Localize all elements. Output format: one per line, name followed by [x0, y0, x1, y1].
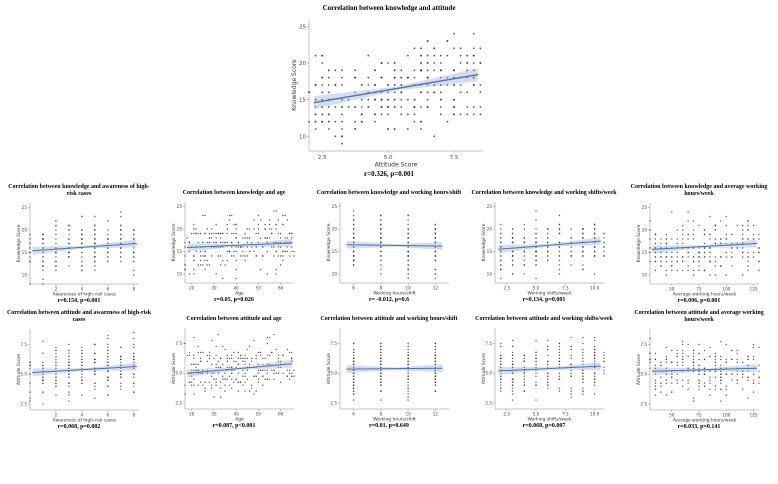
svg-text:20: 20: [641, 227, 647, 233]
svg-text:25: 25: [486, 204, 492, 210]
svg-text:25: 25: [176, 204, 182, 210]
svg-text:Attitude Score: Attitude Score: [17, 353, 22, 385]
svg-text:7.5: 7.5: [485, 340, 492, 346]
correlation-stats: r=0.326, p=0.001: [364, 170, 414, 179]
svg-text:60: 60: [277, 411, 284, 417]
svg-text:7.5: 7.5: [20, 341, 27, 347]
svg-text:Awareness of high-risk cases: Awareness of high-risk cases: [52, 418, 117, 423]
svg-text:Knowledge Score: Knowledge Score: [291, 59, 298, 111]
svg-text:Average working hours/week: Average working hours/week: [672, 292, 737, 297]
svg-text:2.5: 2.5: [330, 400, 337, 406]
chart-title: Correlation between attitude and working hours/shift: [320, 315, 458, 322]
svg-text:5.0: 5.0: [485, 370, 492, 376]
correlation-stats: r=0.05, p=0.026: [214, 297, 254, 304]
svg-text:Attitude Score: Attitude Score: [327, 352, 332, 384]
svg-text:4: 4: [80, 412, 84, 418]
svg-text:40: 40: [233, 411, 239, 417]
svg-text:20: 20: [21, 227, 27, 233]
svg-text:2.5: 2.5: [317, 155, 327, 162]
svg-text:6: 6: [352, 285, 355, 291]
svg-text:5.0: 5.0: [175, 370, 182, 376]
svg-text:20: 20: [189, 285, 195, 291]
svg-text:Attitude Score: Attitude Score: [637, 353, 642, 385]
svg-text:6: 6: [352, 411, 355, 417]
row-main: [0, 0, 778, 178]
svg-text:Attitude Score: Attitude Score: [482, 352, 487, 384]
chart-title: Correlation between attitude and awareness of high-risk cases: [6, 309, 152, 323]
svg-text:50: 50: [255, 411, 262, 417]
svg-text:5.0: 5.0: [532, 285, 540, 291]
scatter-plot: [480, 324, 608, 422]
svg-text:75: 75: [696, 286, 702, 292]
svg-text:15: 15: [331, 249, 337, 255]
chart-title: Correlation between attitude and average working hours/week: [634, 309, 764, 323]
svg-text:5.0: 5.0: [383, 155, 393, 162]
scatter-plot: [170, 324, 298, 422]
chart-attitude-hours-shift: [312, 308, 466, 430]
svg-text:Age: Age: [235, 291, 244, 297]
svg-text:10: 10: [176, 271, 182, 277]
correlation-stats: r=0.134, p=0.001: [522, 297, 566, 304]
svg-text:2.5: 2.5: [503, 285, 511, 291]
chart-knowledge-attitude: [239, 0, 539, 178]
scatter-plot: [15, 199, 143, 297]
chart-knowledge-avg-hours-week: [622, 182, 776, 304]
svg-text:Knowledge Score: Knowledge Score: [172, 223, 177, 262]
chart-knowledge-hours-shift: [312, 182, 466, 304]
svg-text:25: 25: [641, 204, 647, 210]
svg-text:Attitude Score: Attitude Score: [374, 161, 418, 169]
svg-text:20: 20: [299, 60, 306, 67]
chart-title: Correlation between attitude and age: [186, 315, 282, 322]
svg-text:8: 8: [132, 286, 136, 292]
chart-title: Correlation between knowledge and age: [182, 190, 286, 197]
correlation-stats: r=0.068, p=0.002: [57, 423, 101, 430]
svg-text:2.5: 2.5: [175, 400, 182, 406]
chart-knowledge-awareness: [2, 182, 156, 304]
chart-knowledge-age: [157, 182, 311, 304]
correlation-stats: r=0.154, p=0.001: [57, 297, 101, 304]
chart-attitude-awareness: [2, 308, 156, 430]
svg-text:10: 10: [21, 272, 27, 278]
svg-text:5.0: 5.0: [330, 370, 337, 376]
svg-text:20: 20: [189, 411, 195, 417]
svg-text:2.5: 2.5: [640, 401, 647, 407]
svg-text:12: 12: [432, 411, 439, 417]
svg-text:7.5: 7.5: [561, 411, 569, 417]
svg-text:30: 30: [211, 411, 217, 417]
row-knowledge: [0, 182, 778, 304]
svg-text:10: 10: [486, 271, 492, 277]
scatter-plot: [635, 325, 763, 423]
svg-text:7.5: 7.5: [330, 340, 337, 346]
svg-text:Knowledge Score: Knowledge Score: [637, 224, 642, 263]
svg-text:10: 10: [405, 285, 411, 291]
svg-text:12: 12: [432, 285, 439, 291]
svg-text:8: 8: [379, 411, 383, 417]
svg-text:125: 125: [749, 412, 758, 418]
svg-text:2.5: 2.5: [485, 400, 492, 406]
svg-text:10: 10: [299, 134, 306, 141]
svg-text:60: 60: [277, 285, 284, 291]
svg-text:25: 25: [21, 204, 27, 210]
svg-text:Working hours/shift: Working hours/shift: [373, 291, 416, 297]
scatter-plot: [480, 198, 608, 296]
svg-text:Knowledge Score: Knowledge Score: [482, 223, 487, 262]
svg-text:10: 10: [641, 272, 647, 278]
svg-text:7.5: 7.5: [175, 340, 182, 346]
correlation-stats: r=0.096, p=0.001: [677, 297, 721, 304]
svg-text:5.0: 5.0: [640, 371, 647, 377]
svg-text:50: 50: [669, 286, 675, 292]
chart-attitude-shifts-week: [467, 308, 621, 430]
svg-text:15: 15: [176, 249, 182, 255]
svg-text:Working shifts/week: Working shifts/week: [527, 417, 572, 422]
chart-knowledge-shifts-week: [467, 182, 621, 304]
svg-text:Working hours/shift: Working hours/shift: [373, 417, 416, 422]
scatter-plot: [15, 325, 143, 423]
svg-text:25: 25: [331, 204, 337, 210]
chart-title: Correlation between knowledge and working shifts/week: [471, 190, 617, 197]
scatter-plot: [170, 198, 298, 296]
svg-text:10: 10: [405, 411, 411, 417]
svg-text:2.5: 2.5: [20, 401, 27, 407]
svg-text:100: 100: [722, 286, 731, 292]
chart-title: Correlation between knowledge and working hours/shift: [316, 190, 462, 197]
svg-text:8: 8: [379, 285, 383, 291]
svg-text:Knowledge Score: Knowledge Score: [17, 224, 22, 263]
scatter-plot: [325, 198, 453, 296]
svg-text:2: 2: [54, 286, 58, 292]
chart-title: Correlation between attitude and working shifts/week: [475, 315, 613, 322]
svg-text:20: 20: [176, 226, 182, 232]
scatter-plot: [635, 199, 763, 297]
svg-text:15: 15: [486, 249, 492, 255]
svg-text:5.0: 5.0: [532, 411, 540, 417]
chart-title: Correlation between knowledge and attitude: [322, 4, 456, 12]
svg-text:15: 15: [299, 97, 306, 104]
chart-title: Correlation between knowledge and awareness of high-risk cases: [8, 184, 150, 197]
correlation-stats: r=0.068, p=0.007: [522, 422, 566, 429]
svg-text:Knowledge Score: Knowledge Score: [327, 223, 332, 262]
svg-text:40: 40: [233, 285, 239, 291]
svg-text:8: 8: [132, 412, 136, 418]
svg-text:20: 20: [486, 226, 492, 232]
correlation-stats: r=0.087, p<0.001: [212, 422, 256, 429]
svg-text:15: 15: [21, 249, 27, 255]
row-attitude: [0, 308, 778, 430]
chart-attitude-avg-hours-week: [622, 308, 776, 430]
svg-text:6: 6: [106, 286, 110, 292]
svg-text:10.0: 10.0: [589, 285, 600, 291]
scatter-plot: [289, 14, 489, 168]
svg-text:15: 15: [641, 249, 647, 255]
svg-text:10: 10: [331, 271, 337, 277]
svg-text:Average working hours/week: Average working hours/week: [672, 418, 737, 423]
svg-text:Age: Age: [235, 417, 244, 422]
svg-text:2: 2: [54, 412, 58, 418]
svg-text:50: 50: [255, 285, 262, 291]
correlation-stats: r=0.01, p=0.649: [369, 422, 409, 429]
svg-text:5.0: 5.0: [20, 371, 27, 377]
svg-text:25: 25: [299, 24, 306, 31]
svg-text:100: 100: [722, 412, 731, 418]
correlation-stats: r=0.033, p=0.141: [677, 423, 721, 430]
svg-text:10.0: 10.0: [589, 411, 600, 417]
svg-text:2.5: 2.5: [503, 411, 511, 417]
svg-text:6: 6: [106, 412, 110, 418]
svg-text:Awareness of high-risk cases: Awareness of high-risk cases: [52, 292, 117, 297]
chart-title: Correlation between knowledge and average working hours/week: [630, 184, 768, 197]
svg-text:125: 125: [749, 286, 758, 292]
svg-text:Working shifts/week: Working shifts/week: [527, 291, 572, 297]
svg-text:4: 4: [80, 286, 84, 292]
svg-text:30: 30: [211, 285, 217, 291]
svg-text:7.5: 7.5: [561, 285, 569, 291]
svg-text:50: 50: [669, 412, 675, 418]
svg-text:20: 20: [331, 226, 337, 232]
svg-text:7.5: 7.5: [640, 341, 647, 347]
svg-text:Attitude Score: Attitude Score: [172, 352, 177, 384]
scatter-plot: [325, 324, 453, 422]
correlation-stats: r= -0.012, p=0.6: [368, 297, 410, 304]
svg-text:75: 75: [696, 412, 702, 418]
chart-attitude-age: [157, 308, 311, 430]
svg-text:7.5: 7.5: [449, 155, 459, 162]
